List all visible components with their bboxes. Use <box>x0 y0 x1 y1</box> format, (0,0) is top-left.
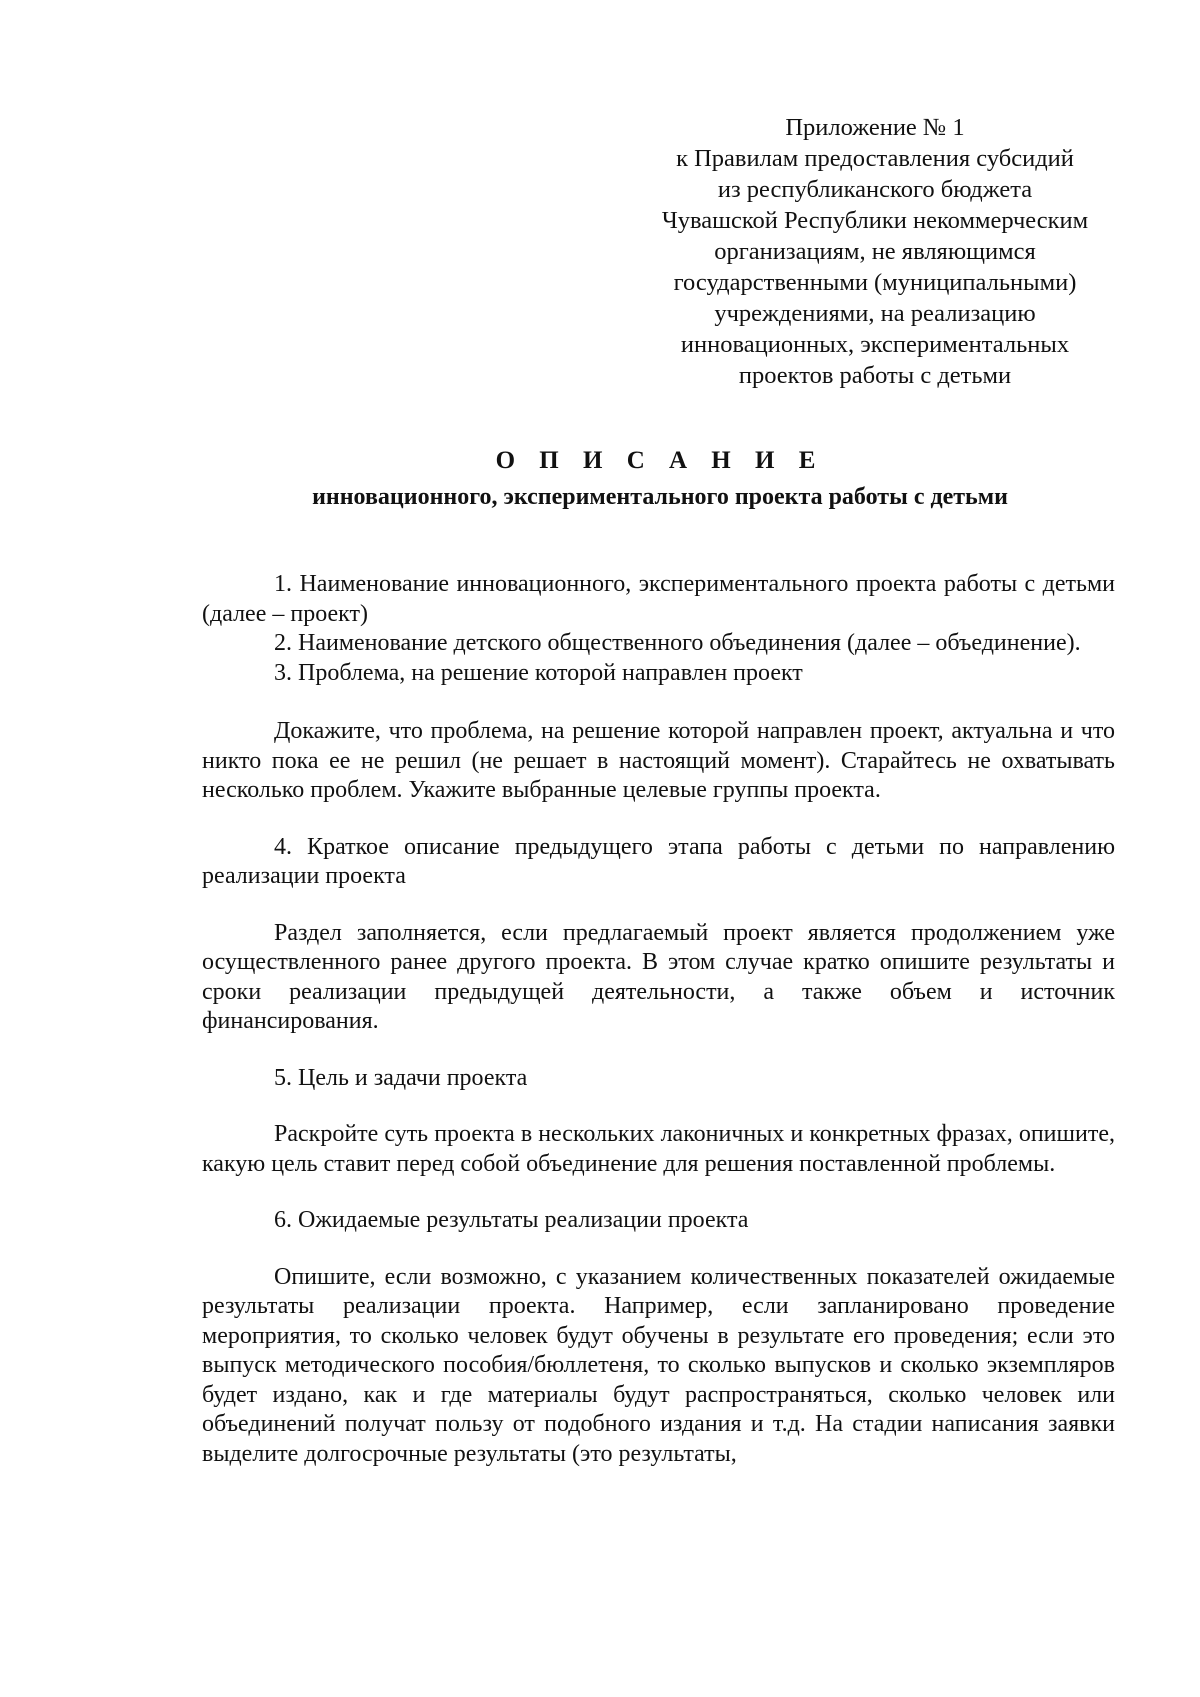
appendix-line: организациям, не являющимся <box>714 238 1036 265</box>
document-subtitle: инновационного, экспериментального проекта работы с детьми <box>312 484 1008 510</box>
appendix-note <box>640 112 1110 391</box>
document-title: О П И С А Н И Е <box>495 447 825 474</box>
section-item-2: 2. Наименование детского общественного объединения (далее – объединение). <box>274 630 1081 656</box>
section-item-6: 6. Ожидаемые результаты реализации проекта <box>274 1207 749 1233</box>
section-item-5-description: Раскройте суть проекта в нескольких лаконичных и конкретных фразах, опишите, какую цель ставит перед собой объединение для решения поставленной проблемы. <box>202 1121 1115 1177</box>
section-item-4: 4. Краткое описание предыдущего этапа работы с детьми по направлению реализации проекта <box>202 833 1115 889</box>
appendix-line: к Правилам предоставления субсидий <box>676 145 1074 172</box>
appendix-line: учреждениями, на реализацию <box>714 300 1036 327</box>
section-item-6-description: Опишите, если возможно, с указанием количественных показателей ожидаемые результаты реализации проекта. Например, если запланировано проведение мероприятия, то сколько человек будут обучены в результате его проведения; если это выпуск методического пособия/бюллетеня, то сколько выпусков и сколько экземпляров будет издано, как и где материалы будут распространяться, сколько человек или объединений получат пользу от подобного издания и т.д. На стадии написания заявки выделите долгосрочные результаты (это результаты, <box>202 1263 1115 1467</box>
section-item-4-description: Раздел заполняется, если предлагаемый проект является продолжением уже осуществленного ранее другого проекта. В этом случае кратко опишите результаты и сроки реализации предыдущей деятельности, а также объем и источник финансирования. <box>202 919 1115 1034</box>
appendix-line: проектов работы с детьми <box>738 362 1012 389</box>
appendix-line: Чувашской Республики некоммерческим <box>661 207 1089 234</box>
appendix-line: государственными (муниципальными) <box>673 269 1077 296</box>
appendix-line: из республиканского бюджета <box>717 176 1033 203</box>
section-item-5: 5. Цель и задачи проекта <box>274 1064 528 1091</box>
appendix-line: Приложение № 1 <box>785 114 965 141</box>
appendix-line: инновационных, экспериментальных <box>680 331 1070 358</box>
section-item-3-description: Докажите, что проблема, на решение которой направлен проект, актуальна и что никто пока ее не решил (не решает в настоящий момент). Старайтесь не охватывать несколько проблем. Укажите выбранные целевые группы проекта. <box>202 718 1115 803</box>
section-item-3: 3. Проблема, на решение которой направлен проект <box>274 659 803 686</box>
section-item-1: 1. Наименование инновационного, экспериментального проекта работы с детьми (далее – проект) <box>202 571 1115 627</box>
document-body <box>202 570 1115 1469</box>
